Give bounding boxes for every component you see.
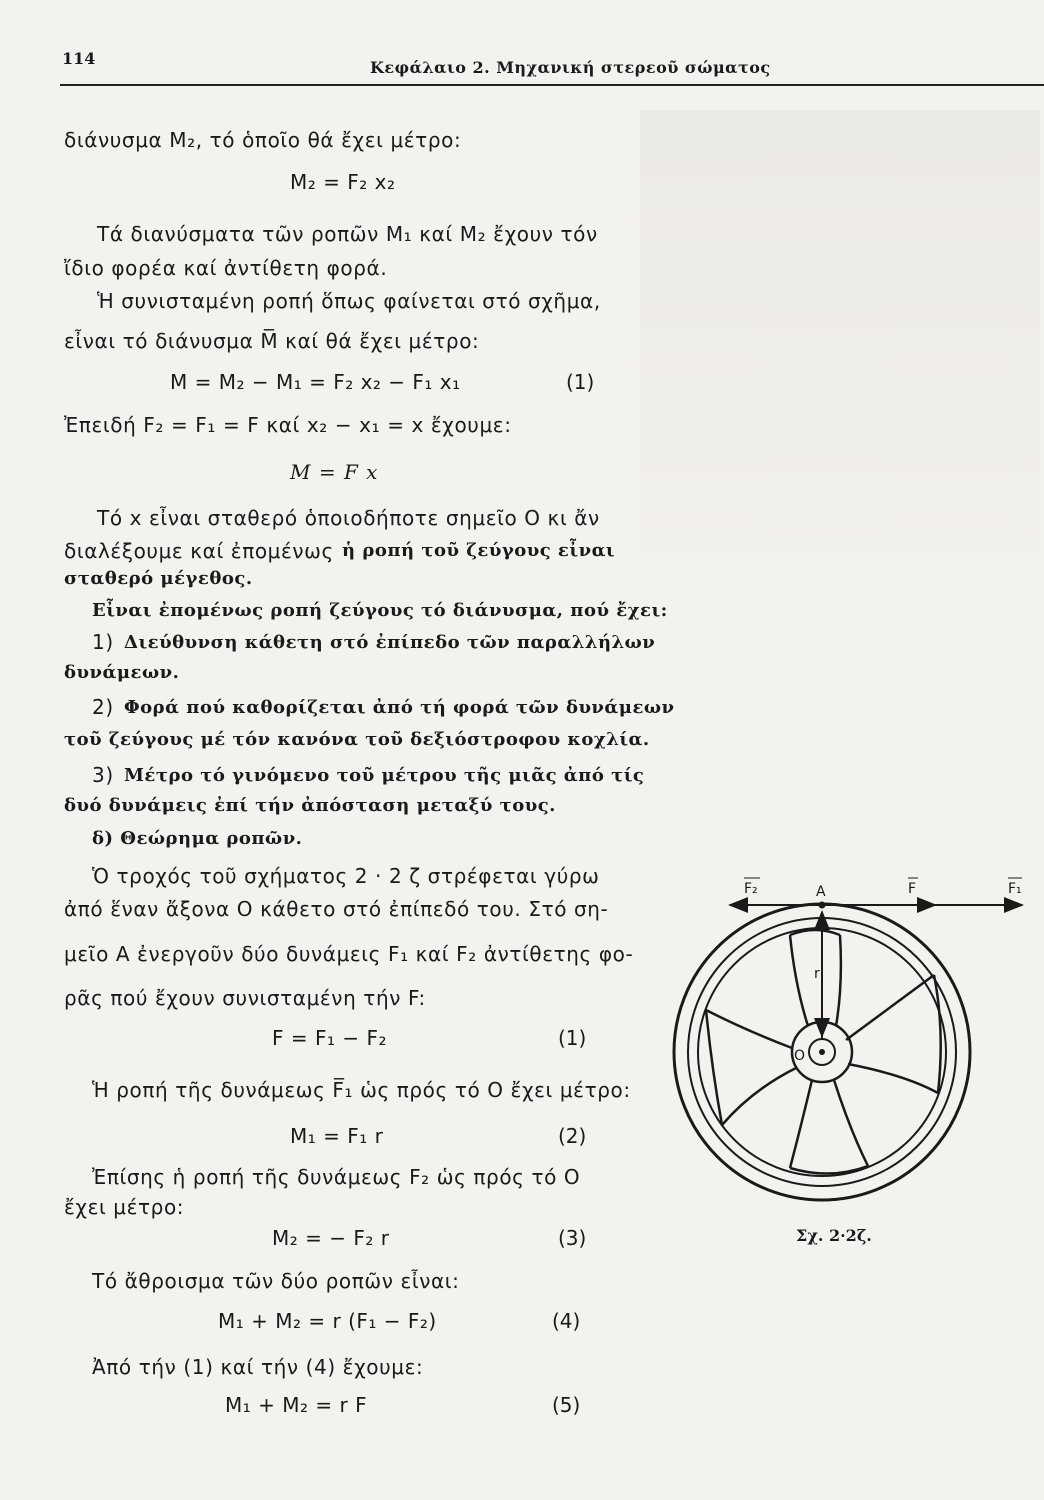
point-a bbox=[819, 902, 826, 909]
text-line: Ἀπό τήν (1) καί τήν (4) ἔχουμε: bbox=[92, 1355, 424, 1379]
text-line: ἴδιο φορέα καί ἀντίθετη φορά. bbox=[64, 256, 388, 280]
axis-point-o bbox=[819, 1049, 825, 1055]
text-line: ρᾶς πού ἔχουν συνισταμένη τήν F: bbox=[64, 986, 426, 1010]
text-line-bold: Φορά πού καθορίζεται ἀπό τή φορά τῶν δυνάμεων bbox=[124, 697, 675, 718]
label-f2: F₂ bbox=[744, 881, 758, 897]
text-line-bold: δυό δυνάμεις ἐπί τήν ἀπόσταση μεταξύ τους. bbox=[64, 795, 556, 816]
equation-number: (3) bbox=[558, 1226, 587, 1250]
text-line: Ὁ τροχός τοῦ σχήματος 2 · 2 ζ στρέφεται γύρω bbox=[92, 864, 600, 888]
text-line: Ἡ ροπή τῆς δυνάμεως F̅₁ ὡς πρός τό O ἔχει μέτρο: bbox=[92, 1078, 631, 1102]
text-line-bold: Εἶναι ἐπομένως ροπή ζεύγους τό διάνυσμα, πού ἔχει: bbox=[92, 600, 668, 621]
text-line: Tό x εἶναι σταθερό ὁποιοδήποτε σημεῖο O κι ἄν bbox=[97, 506, 600, 530]
text-line: Ἐπειδή F₂ = F₁ = F καί x₂ − x₁ = x ἔχουμε: bbox=[64, 413, 512, 437]
label-f: F bbox=[908, 881, 917, 897]
text-line: Ἡ συνισταμένη ροπή ὅπως φαίνεται στό σχῆμα, bbox=[97, 289, 601, 313]
equation-number: (1) bbox=[558, 1026, 587, 1050]
text-line: ἔχει μέτρο: bbox=[64, 1195, 185, 1219]
label-f1: F₁ bbox=[1008, 881, 1022, 897]
list-number: 1) bbox=[92, 630, 114, 654]
list-number: 3) bbox=[92, 763, 114, 787]
text-line: Tό ἄθροισμα τῶν δύο ροπῶν εἶναι: bbox=[92, 1269, 460, 1293]
equation-4: M₁ + M₂ = r (F₁ − F₂) bbox=[218, 1309, 437, 1333]
label-r: r bbox=[814, 966, 820, 982]
equation-number: (1) bbox=[566, 370, 595, 394]
equation-f: F = F₁ − F₂ bbox=[272, 1026, 387, 1050]
figure-caption: Σχ. 2·2ζ. bbox=[796, 1226, 872, 1245]
text-line: ἀπό ἕναν ἄξονα O κάθετο στό ἐπίπεδό του. Στό ση- bbox=[64, 897, 609, 921]
text-line-bold: Μέτρο τό γινόμενο τοῦ μέτρου τῆς μιᾶς ἀπό τίς bbox=[124, 765, 645, 786]
equation-3: M₂ = − F₂ r bbox=[272, 1226, 390, 1250]
equation-m-fx: M = F x bbox=[290, 460, 379, 484]
text-line: μεῖο A ἐνεργοῦν δύο δυνάμεις F₁ καί F₂ ἀντίθετης φο- bbox=[64, 942, 634, 966]
text-line-bold: τοῦ ζεύγους μέ τόν κανόνα τοῦ δεξιόστροφου κοχλία. bbox=[64, 729, 650, 750]
section-heading: δ) Θεώρημα ροπῶν. bbox=[92, 828, 303, 849]
equation-5: M₁ + M₂ = r F bbox=[225, 1393, 368, 1417]
text-line-bold: σταθερό μέγεθος. bbox=[64, 568, 253, 589]
equation-number: (2) bbox=[558, 1124, 587, 1148]
list-number: 2) bbox=[92, 695, 114, 719]
equation-2: M₁ = F₁ r bbox=[290, 1124, 384, 1148]
text-line: διαλέξουμε καί ἐπομένως bbox=[64, 539, 334, 563]
text-line: εἶναι τό διάνυσμα M̅ καί θά ἔχει μέτρο: bbox=[64, 329, 480, 353]
text-line-bold: ἡ ροπή τοῦ ζεύγους εἶναι bbox=[342, 540, 616, 561]
text-line: διάνυσμα M₂, τό ὁποῖο θά ἔχει μέτρο: bbox=[64, 128, 462, 152]
page-number: 114 bbox=[62, 49, 96, 68]
text-line-bold: Διεύθυνση κάθετη στό ἐπίπεδο τῶν παραλλήλων bbox=[124, 632, 656, 653]
label-o: O bbox=[794, 1048, 806, 1064]
chapter-title: Κεφάλαιο 2. Μηχανική στερεοῦ σώματος bbox=[370, 58, 771, 77]
equation-m2: M₂ = F₂ x₂ bbox=[290, 170, 396, 194]
equation-number: (5) bbox=[552, 1393, 581, 1417]
equation-number: (4) bbox=[552, 1309, 581, 1333]
text-line: Ἐπίσης ἡ ροπή τῆς δυνάμεως F₂ ὡς πρός τό O bbox=[92, 1165, 581, 1189]
text-line-bold: δυνάμεων. bbox=[64, 662, 180, 683]
text-line: Tά διανύσματα τῶν ροπῶν M₁ καί M₂ ἔχουν τόν bbox=[97, 222, 598, 246]
label-a: A bbox=[816, 884, 826, 900]
equation-1: M = M₂ − M₁ = F₂ x₂ − F₁ x₁ bbox=[170, 370, 461, 394]
